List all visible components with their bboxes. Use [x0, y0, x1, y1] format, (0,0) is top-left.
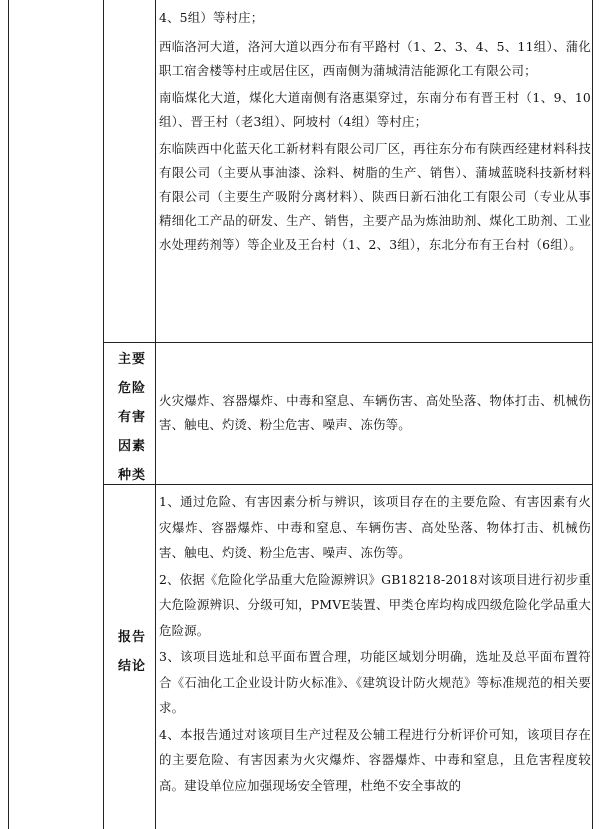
surroundings-line-1: 4、5组）等村庄；: [159, 10, 264, 25]
conclusion-item-3: 3、该项目选址和总平面布置合理，功能区域划分明确，选址及总平面布置符合《石油化工企业设计防火标准》、《建筑设计防火规范》等标准规范的相关要求。: [159, 649, 591, 715]
hazards-label-line: 有害: [117, 410, 146, 425]
conclusion-label: [108, 623, 156, 681]
surroundings-south: 南临煤化大道，煤化大道南侧有洛惠渠穿过，东南分布有晋王村（1、9、10组）、晋王村（老3组）、阿坡村（4组）等村庄；: [159, 90, 591, 129]
table-divider-col1: [103, 0, 104, 829]
hazards-label-line: 因素: [117, 439, 146, 454]
hazards-text: 火灾爆炸、容器爆炸、中毒和窒息、车辆伤害、高处坠落、物体打击、机械伤害、触电、灼烫、粉尘危害、噪声、冻伤等。: [159, 393, 591, 432]
conclusion-item-1: 1、通过危险、有害因素分析与辨识，该项目存在的主要危险、有害因素有火灾爆炸、容器爆炸、中毒和窒息、车辆伤害、高处坠落、物体打击、机械伤害、触电、灼烫、粉尘危害、噪声、冻伤等。: [159, 494, 591, 560]
hazards-label-line: 主要: [117, 352, 146, 367]
conclusion-label-line: 结论: [117, 659, 146, 674]
hazards-label-line: 种类: [117, 468, 146, 483]
conclusion-item-2: 2、依据《危险化学品重大危险源辨识》GB18218-2018对该项目进行初步重大危险源辨识、分级可知，PMVE装置、甲类仓库均构成四级危险化学品重大危险源。: [159, 571, 591, 638]
row-divider-2: [103, 484, 593, 485]
row-divider-1: [103, 342, 593, 343]
conclusion-label-line: 报告: [117, 630, 146, 645]
table-border-right: [592, 0, 593, 829]
surroundings-west: 西临洛河大道，洛河大道以西分布有平路村（1、2、3、4、5、11组）、蒲化职工宿舍楼等村庄或居住区，西南侧为蒲城清洁能源化工有限公司；: [159, 39, 591, 78]
hazards-cell: [159, 389, 591, 437]
surroundings-cell: [159, 6, 591, 257]
table-border-left: [8, 0, 9, 829]
conclusion-item-4: 4、本报告通过对该项目生产过程及公辅工程进行分析评价可知，该项目存在的主要危险、有害因素为火灾爆炸、容器爆炸、中毒和窒息，且危害程度较高。建设单位应加强现场安全管理，杜绝不安全事故的: [159, 726, 591, 793]
surroundings-east: 东临陕西中化蓝天化工新材料有限公司厂区，再往东分布有陕西经建材料科技有限公司（主要从事油漆、涂料、树脂的生产、销售）、蒲城蓝晓科技新材料有限公司（主要生产吸附分离材料）、陕西日新石油化工有限公司（专业从事精细化工产品的研发、生产、销售，主要产品为炼油助剂、煤化工助剂、工业水处理药剂等）等企业及王台村（1、2、3组），东北分布有王台村（6组）。: [159, 141, 591, 252]
hazards-label-line: 危险: [117, 381, 146, 396]
hazards-label: [108, 345, 156, 490]
conclusion-cell: [159, 489, 591, 798]
